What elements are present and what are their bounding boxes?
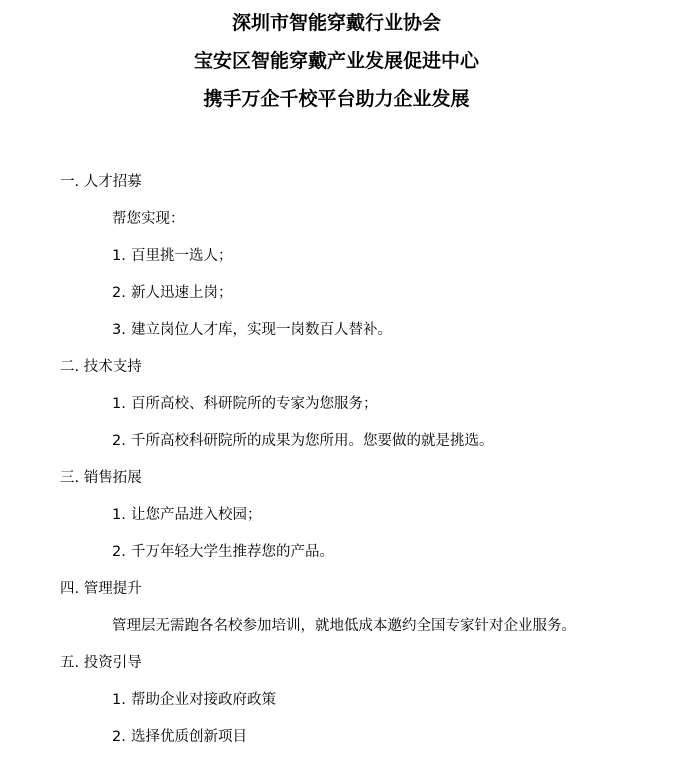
list-item-text: 千万年轻大学生推荐您的产品。	[131, 544, 334, 560]
section-intro-management: 管理层无需跑各名校参加培训，就地低成本邀约全国专家针对企业服务。	[112, 618, 576, 634]
section-heading-investment: 五. 投资引导	[60, 655, 142, 671]
document-header	[0, 12, 673, 126]
list-item-number: 2.	[112, 729, 126, 745]
list-item-text: 让您产品进入校园；	[131, 507, 262, 523]
section-heading-sales: 三. 销售拓展	[60, 470, 142, 486]
list-item-number: 2.	[112, 285, 126, 301]
section-heading-tech-support: 二. 技术支持	[60, 359, 142, 375]
list-item-text: 新人迅速上岗；	[131, 285, 233, 301]
list-item-number: 2.	[112, 433, 126, 449]
list-item	[0, 320, 673, 357]
list-item-text: 选择优质创新项目	[131, 729, 247, 745]
list-item	[0, 246, 673, 283]
list-item-text: 帮助企业对接政府政策	[131, 692, 276, 708]
title-slogan: 携手万企千校平台助力企业发展	[203, 88, 470, 110]
list-item-number: 1.	[112, 248, 126, 264]
list-item-text: 百所高校、科研院所的专家为您服务；	[131, 396, 378, 412]
list-item	[0, 542, 673, 579]
section-heading-management: 四. 管理提升	[60, 581, 142, 597]
list-item-number: 1.	[112, 507, 126, 523]
list-item-number: 1.	[112, 396, 126, 412]
list-item-text: 建立岗位人才库，实现一岗数百人替补。	[131, 322, 392, 338]
list-item-number: 1.	[112, 692, 126, 708]
document-body	[0, 172, 673, 764]
list-item-text: 千所高校科研院所的成果为您所用。您要做的就是挑选。	[131, 433, 494, 449]
title-association: 深圳市智能穿戴行业协会	[231, 12, 441, 34]
list-item	[0, 690, 673, 727]
title-promotion-center: 宝安区智能穿戴产业发展促进中心	[193, 50, 479, 72]
list-item-number: 3.	[112, 322, 126, 338]
list-item-text: 百里挑一选人；	[131, 248, 233, 264]
list-item-number: 2.	[112, 544, 126, 560]
section-intro-talent: 帮您实现：	[112, 211, 185, 227]
section-heading-talent: 一. 人才招募	[60, 174, 142, 190]
list-item	[0, 394, 673, 431]
list-item	[0, 431, 673, 468]
list-item	[0, 505, 673, 542]
list-item	[0, 283, 673, 320]
list-item	[0, 727, 673, 764]
